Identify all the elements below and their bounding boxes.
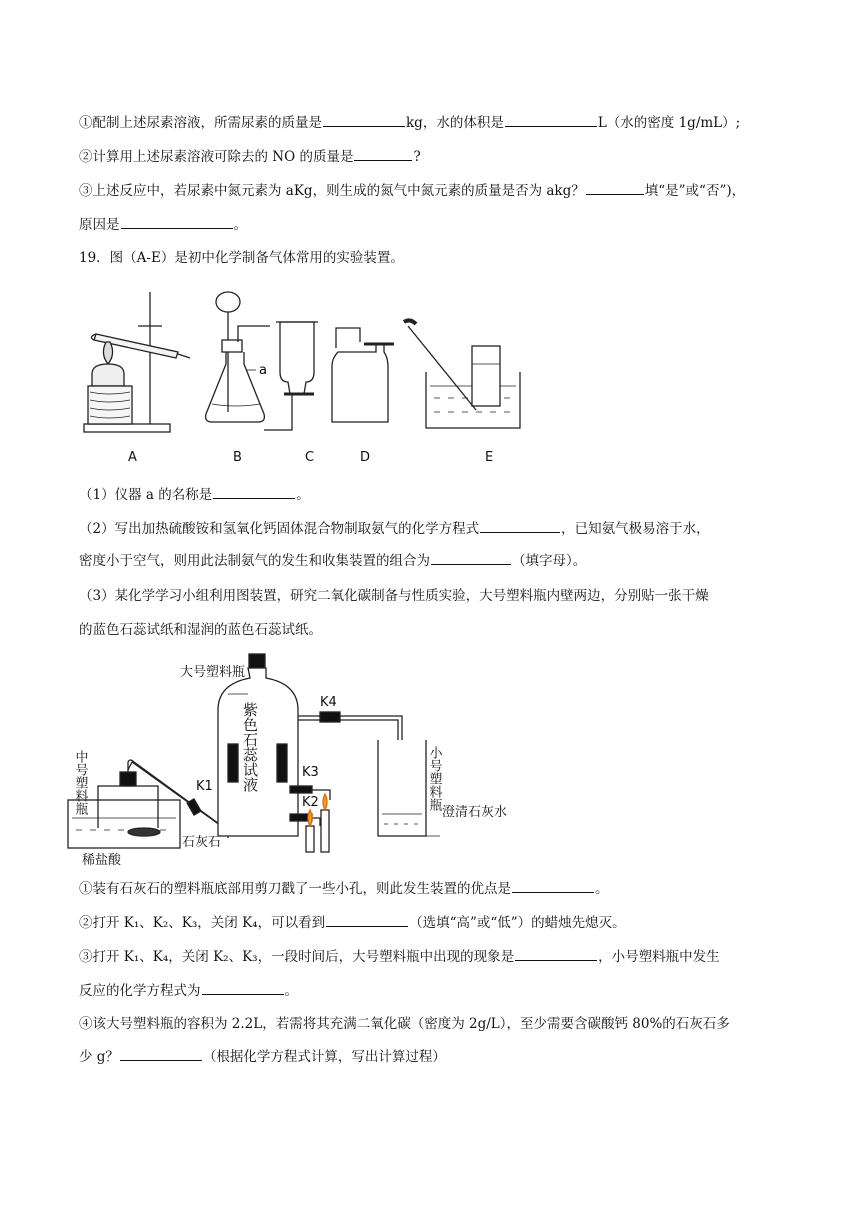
label-k1: K1 [196,779,213,794]
answer-blank[interactable] [505,112,597,127]
text: 。 [595,881,609,897]
text: （2）写出加热硫酸铵和氢氧化钙固体混合物制取氨气的化学方程式 [79,521,480,537]
answer-blank[interactable] [213,484,295,499]
label-e: E [485,450,494,465]
label-d: D [360,450,371,465]
answer-blank[interactable] [515,946,597,961]
question-19-sub4 [79,1014,730,1034]
text: （填字母）。 [512,553,587,569]
text: （3）某化学学习小组利用图装置，研究二氧化碳制备与性质实验，大号塑料瓶内壁两边，分别贴一张干燥 [79,588,709,604]
text: ①配制上述尿素溶液，所需尿素的质量是 [79,115,322,131]
question-19-sub4-cont [79,1046,446,1067]
answer-blank[interactable] [512,878,594,893]
question-19-part2-cont [79,550,586,571]
question-19-sub2 [79,912,626,933]
text: 填“是”或“否”)， [644,183,746,199]
text: ②计算用上述尿素溶液可除去的 NO 的质量是 [79,149,354,165]
text: ? [413,149,421,165]
label-a: A [128,450,137,465]
apparatus-drawing [78,282,538,472]
text: ④该大号塑料瓶的容积为 2.2L，若需将其充满二氧化碳（密度为 2g/L），至少需要含碳酸钙 80%的石灰石多 [79,1016,730,1032]
text: ，已知氨气极易溶于水， [561,521,710,537]
question-18-part3-reason [79,214,247,235]
answer-blank[interactable] [326,912,408,927]
text: 少 g？ [79,1049,119,1065]
label-large-bottle: 大号塑料瓶 [180,665,246,680]
answer-blank[interactable] [120,1046,202,1061]
text: 的蓝色石蕊试纸和湿润的蓝色石蕊试纸。 [79,622,322,638]
label-litmus: 紫色石蕊试液 [241,702,259,792]
question-19-part2 [79,518,710,539]
label-c: C [305,450,315,465]
question-19-part3 [79,586,709,606]
text: ③打开 K₁、K₄，关闭 K₂、K₃，一段时间后，大号塑料瓶中出现的现象是 [79,949,515,965]
answer-blank[interactable] [121,214,233,229]
co2-apparatus-drawing [62,650,522,872]
question-19-part3-cont [79,620,322,640]
text: kg，水的体积是 [406,115,504,131]
label-k2: K2 [302,795,319,810]
question-19-sub3 [79,946,720,967]
text: （选填“高”或“低”）的蜡烛先熄灭。 [409,915,626,931]
text: 原因是 [79,217,120,233]
question-18-part2 [79,146,421,167]
label-k4: K4 [320,695,337,710]
part-label-a: a [259,363,267,378]
text: 。 [284,983,298,999]
apparatus-figure-a-e [78,282,538,472]
text: ②打开 K₁、K₂、K₃，关闭 K₄，可以看到 [79,915,326,931]
co2-apparatus-figure [62,650,522,872]
answer-blank[interactable] [323,112,405,127]
question-19-sub3-cont [79,980,298,1001]
label-limestone: 石灰石 [182,835,222,850]
text: L（水的密度 1g/mL）; [597,115,741,131]
text: 。 [296,487,310,503]
label-acid: 稀盐酸 [82,853,122,868]
label-medium-bottle: 中号塑料瓶 [72,750,88,815]
text: 反应的化学方程式为 [79,983,201,999]
stand-base [84,424,170,432]
question-19-sub1 [79,878,609,899]
answer-blank[interactable] [431,550,511,565]
text: ③上述反应中，若尿素中氮元素为 aKg，则生成的氮气中氮元素的质量是否为 akg？ [79,183,585,199]
text: （1）仪器 a 的名称是 [79,487,213,503]
answer-blank[interactable] [586,180,644,195]
text: 19．图（A-E）是初中化学制备气体常用的实验装置。 [79,250,404,266]
label-small-bottle: 小号塑料瓶 [426,746,442,811]
question-18-part3 [79,180,745,201]
question-18-part1 [79,112,740,133]
label-limewater: 澄清石灰水 [442,805,508,820]
label-b: B [233,450,242,465]
text: ①装有石灰石的塑料瓶底部用剪刀戳了一些小孔，则此发生装置的优点是 [79,881,511,897]
answer-blank[interactable] [202,980,284,995]
text: 密度小于空气，则用此法制氨气的发生和收集装置的组合为 [79,553,430,569]
question-19-part1 [79,484,310,505]
text: （根据化学方程式计算，写出计算过程） [202,1049,446,1065]
answer-blank[interactable] [354,146,412,161]
text: ，小号塑料瓶中发生 [598,949,720,965]
text: 。 [233,217,247,233]
answer-blank[interactable] [480,518,560,533]
label-k3: K3 [302,765,319,780]
question-19-title [79,248,404,268]
